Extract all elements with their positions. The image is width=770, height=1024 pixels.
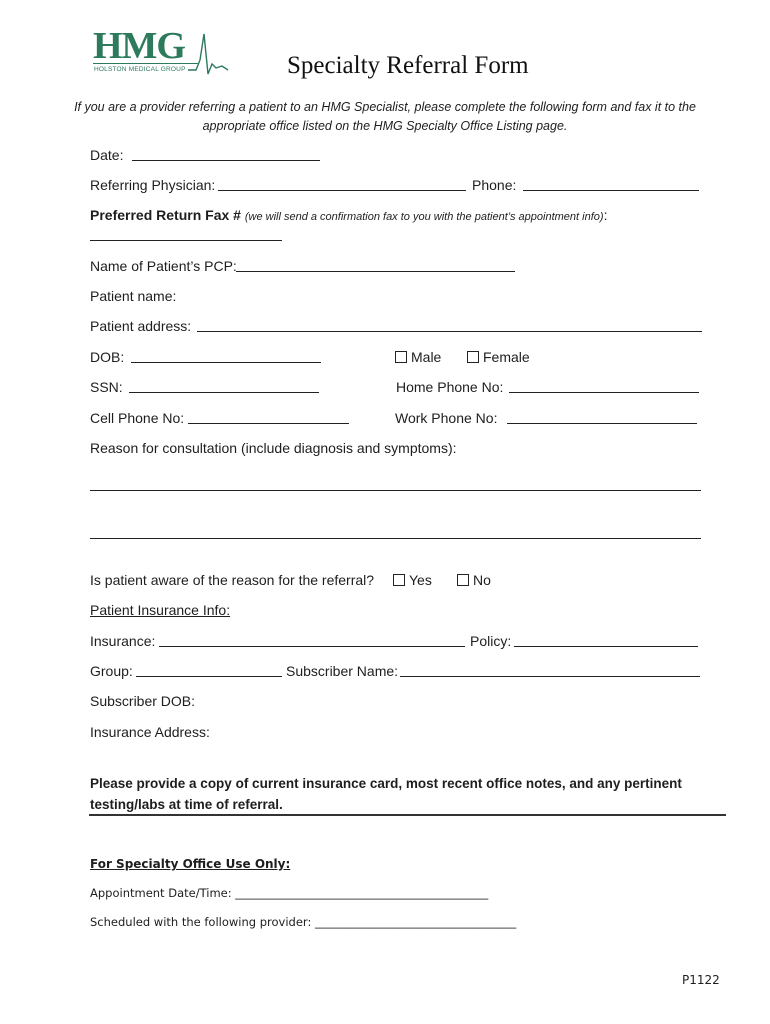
notice-divider — [89, 814, 726, 816]
office-use-header: For Specialty Office Use Only: — [90, 857, 291, 871]
patient-address-field[interactable] — [197, 331, 702, 332]
policy-label: Policy: — [470, 633, 512, 649]
preferred-fax-row — [90, 207, 607, 225]
patient-address-label: Patient address: — [90, 318, 192, 334]
male-label: Male — [411, 349, 442, 365]
pcp-label: Name of Patient’s PCP: — [90, 258, 237, 274]
phone-field[interactable] — [523, 190, 699, 191]
work-phone-label: Work Phone No: — [395, 410, 498, 426]
reason-label: Reason for consultation (include diagnosis and symptoms): — [90, 440, 457, 456]
female-label: Female — [483, 349, 530, 365]
logo-divider — [93, 63, 198, 64]
group-field[interactable] — [136, 676, 282, 677]
yes-label: Yes — [409, 572, 432, 588]
date-field[interactable] — [132, 160, 320, 161]
page-code: P1122 — [682, 973, 720, 987]
cell-phone-field[interactable] — [188, 423, 349, 424]
patient-name-label: Patient name: — [90, 288, 177, 304]
aware-label: Is patient aware of the reason for the referral? — [90, 572, 375, 588]
yes-option[interactable] — [393, 572, 432, 588]
insurance-section-header: Patient Insurance Info: — [90, 602, 231, 618]
appointment-datetime-field[interactable]: Appointment Date/Time: ____________________________________________ — [90, 886, 489, 900]
heartbeat-icon — [188, 30, 230, 76]
reason-field-line-2[interactable] — [90, 538, 701, 539]
subscriber-dob-label: Subscriber DOB: — [90, 693, 196, 709]
female-option[interactable] — [467, 349, 530, 365]
preferred-fax-label: Preferred Return Fax # — [90, 207, 241, 223]
insurance-address-label: Insurance Address: — [90, 724, 210, 740]
no-label: No — [473, 572, 491, 588]
insurance-field[interactable] — [159, 646, 465, 647]
subscriber-name-field[interactable] — [400, 676, 700, 677]
preferred-fax-note: (we will send a confirmation fax to you with the patient’s appointment info) — [244, 211, 604, 223]
preferred-fax-field[interactable] — [90, 240, 282, 241]
phone-label: Phone: — [472, 177, 517, 193]
work-phone-field[interactable] — [507, 423, 697, 424]
form-title: Specialty Referral Form — [287, 52, 529, 79]
preferred-fax-colon: : — [603, 207, 608, 223]
home-phone-field[interactable] — [509, 392, 699, 393]
group-label: Group: — [90, 663, 133, 679]
cell-phone-label: Cell Phone No: — [90, 410, 185, 426]
dob-label: DOB: — [90, 349, 125, 365]
referring-physician-label: Referring Physician: — [90, 177, 216, 193]
male-option[interactable] — [395, 349, 441, 365]
intro-text: If you are a provider referring a patient to an HMG Specialist, please complete the following form and fax it to the appropriate office listed on the HMG Specialty Office Listing page. — [74, 100, 696, 133]
female-checkbox[interactable] — [467, 351, 479, 363]
logo-subtitle: HOLSTON MEDICAL GROUP — [94, 66, 186, 73]
yes-checkbox[interactable] — [393, 574, 405, 586]
pcp-field[interactable] — [236, 271, 515, 272]
reason-field-line-1[interactable] — [90, 490, 701, 491]
ssn-field[interactable] — [129, 392, 319, 393]
male-checkbox[interactable] — [395, 351, 407, 363]
referring-physician-field[interactable] — [218, 190, 466, 191]
home-phone-label: Home Phone No: — [396, 379, 504, 395]
dob-field[interactable] — [131, 362, 321, 363]
ssn-label: SSN: — [90, 379, 123, 395]
scheduled-provider-field[interactable]: Scheduled with the following provider: ___________________________________ — [90, 915, 517, 929]
date-label: Date: — [90, 147, 124, 163]
subscriber-name-label: Subscriber Name: — [286, 663, 399, 679]
insurance-label: Insurance: — [90, 633, 156, 649]
attachments-notice: Please provide a copy of current insurance card, most recent office notes, and any pertinent testing/labs at time of referral. — [90, 776, 682, 812]
no-checkbox[interactable] — [457, 574, 469, 586]
hmg-logo: HMG — [93, 25, 185, 67]
policy-field[interactable] — [514, 646, 698, 647]
no-option[interactable] — [457, 572, 491, 588]
